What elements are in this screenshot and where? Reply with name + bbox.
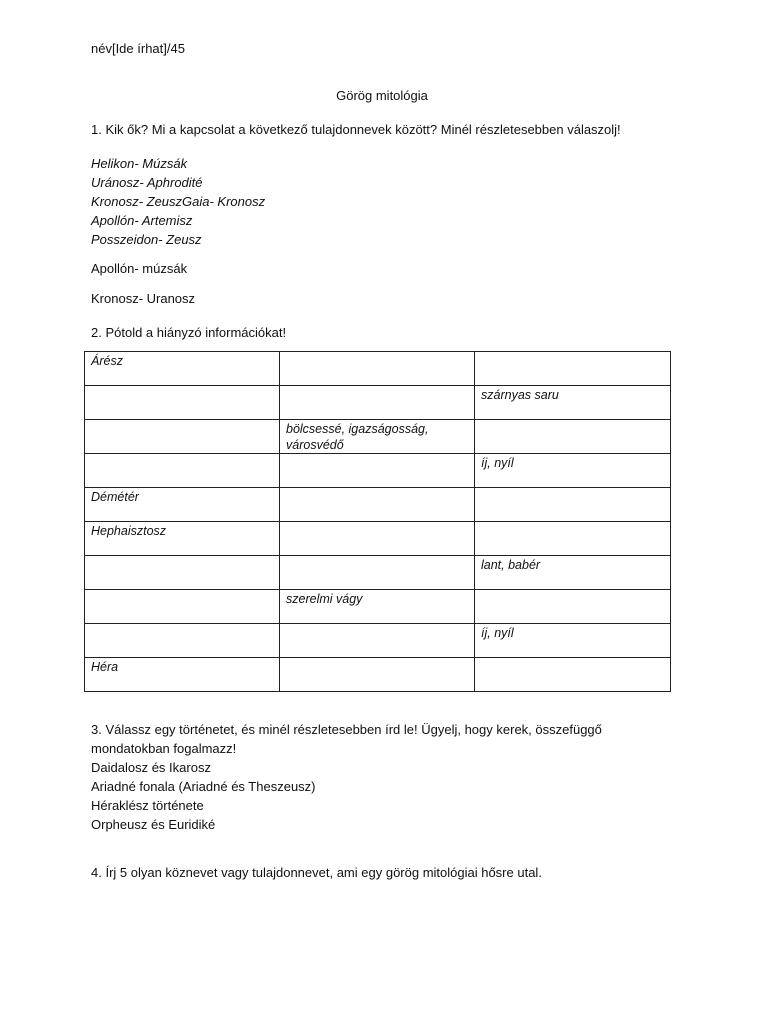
table-cell[interactable] bbox=[280, 352, 475, 386]
story-option: Orpheusz és Euridiké bbox=[91, 817, 216, 833]
table-row bbox=[85, 454, 671, 488]
story-option: Héraklész története bbox=[91, 798, 204, 814]
table-cell[interactable] bbox=[475, 488, 671, 522]
story-option: Daidalosz és Ikarosz bbox=[91, 760, 211, 776]
pair-item: Uránosz- Aphrodité bbox=[91, 174, 203, 190]
table-cell[interactable] bbox=[475, 352, 671, 386]
question-3 bbox=[91, 720, 681, 834]
table-cell[interactable] bbox=[280, 556, 475, 590]
table-cell[interactable] bbox=[85, 556, 280, 590]
table-cell[interactable] bbox=[280, 454, 475, 488]
table-cell[interactable] bbox=[280, 488, 475, 522]
table-cell[interactable] bbox=[475, 522, 671, 556]
question-3-prompt: 3. Válassz egy történetet, és minél részletesebben írd le! Ügyelj, hogy kerek, összefüggő mondatokban fogalmazz! bbox=[91, 722, 602, 757]
table-cell[interactable] bbox=[85, 454, 280, 488]
table-row bbox=[85, 386, 671, 420]
table-cell[interactable]: lant, babér bbox=[475, 556, 671, 590]
question-1-prompt: 1. Kik ők? Mi a kapcsolat a következő tulajdonnevek között? Minél részletesebben válaszolj! bbox=[91, 121, 621, 137]
table-cell[interactable] bbox=[475, 590, 671, 624]
gods-table bbox=[84, 351, 671, 692]
pair-item-plain: Apollón- múzsák bbox=[91, 260, 188, 276]
pair-item: Kronosz- ZeuszGaia- Kronosz bbox=[91, 193, 266, 209]
table-cell[interactable]: bölcsessé, igazságosság, városvédő bbox=[280, 420, 475, 454]
table-cell[interactable] bbox=[280, 624, 475, 658]
table-row bbox=[85, 420, 671, 454]
table-cell[interactable] bbox=[85, 420, 280, 454]
table-cell[interactable] bbox=[85, 386, 280, 420]
table-cell[interactable]: Démétér bbox=[85, 488, 280, 522]
question-4-prompt: 4. Írj 5 olyan köznevet vagy tulajdonnevet, ami egy görög mitológiai hősre utal. bbox=[91, 865, 542, 881]
pair-item: Posszeidon- Zeusz bbox=[91, 231, 202, 247]
table-row bbox=[85, 352, 671, 386]
table-cell[interactable]: íj, nyíl bbox=[475, 454, 671, 488]
table-cell[interactable] bbox=[85, 590, 280, 624]
table-row bbox=[85, 488, 671, 522]
table-cell[interactable]: szerelmi vágy bbox=[280, 590, 475, 624]
table-row bbox=[85, 556, 671, 590]
page-title: Görög mitológia bbox=[336, 87, 428, 103]
table-cell[interactable] bbox=[280, 658, 475, 692]
table-cell[interactable] bbox=[280, 386, 475, 420]
document-page bbox=[91, 40, 681, 883]
story-option: Ariadné fonala (Ariadné és Theszeusz) bbox=[91, 779, 316, 795]
pair-item: Apollón- Artemisz bbox=[91, 212, 193, 228]
table-cell[interactable]: szárnyas saru bbox=[475, 386, 671, 420]
pair-item-plain: Kronosz- Uranosz bbox=[91, 291, 196, 307]
table-cell[interactable] bbox=[475, 420, 671, 454]
table-row bbox=[85, 522, 671, 556]
question-2-prompt: 2. Pótold a hiányzó információkat! bbox=[91, 325, 287, 341]
table-cell[interactable]: Árész bbox=[85, 352, 280, 386]
table-cell[interactable]: Hephaisztosz bbox=[85, 522, 280, 556]
table-row bbox=[85, 624, 671, 658]
table-cell[interactable] bbox=[85, 624, 280, 658]
table-row bbox=[85, 658, 671, 692]
table-row bbox=[85, 590, 671, 624]
question-1-pairs bbox=[91, 154, 681, 249]
table-cell[interactable]: Héra bbox=[85, 658, 280, 692]
table-cell[interactable] bbox=[280, 522, 475, 556]
table-cell[interactable]: íj, nyíl bbox=[475, 624, 671, 658]
name-score-line: név[Ide írhat]/45 bbox=[91, 41, 185, 56]
pair-item: Helikon- Múzsák bbox=[91, 155, 188, 171]
table-cell[interactable] bbox=[475, 658, 671, 692]
